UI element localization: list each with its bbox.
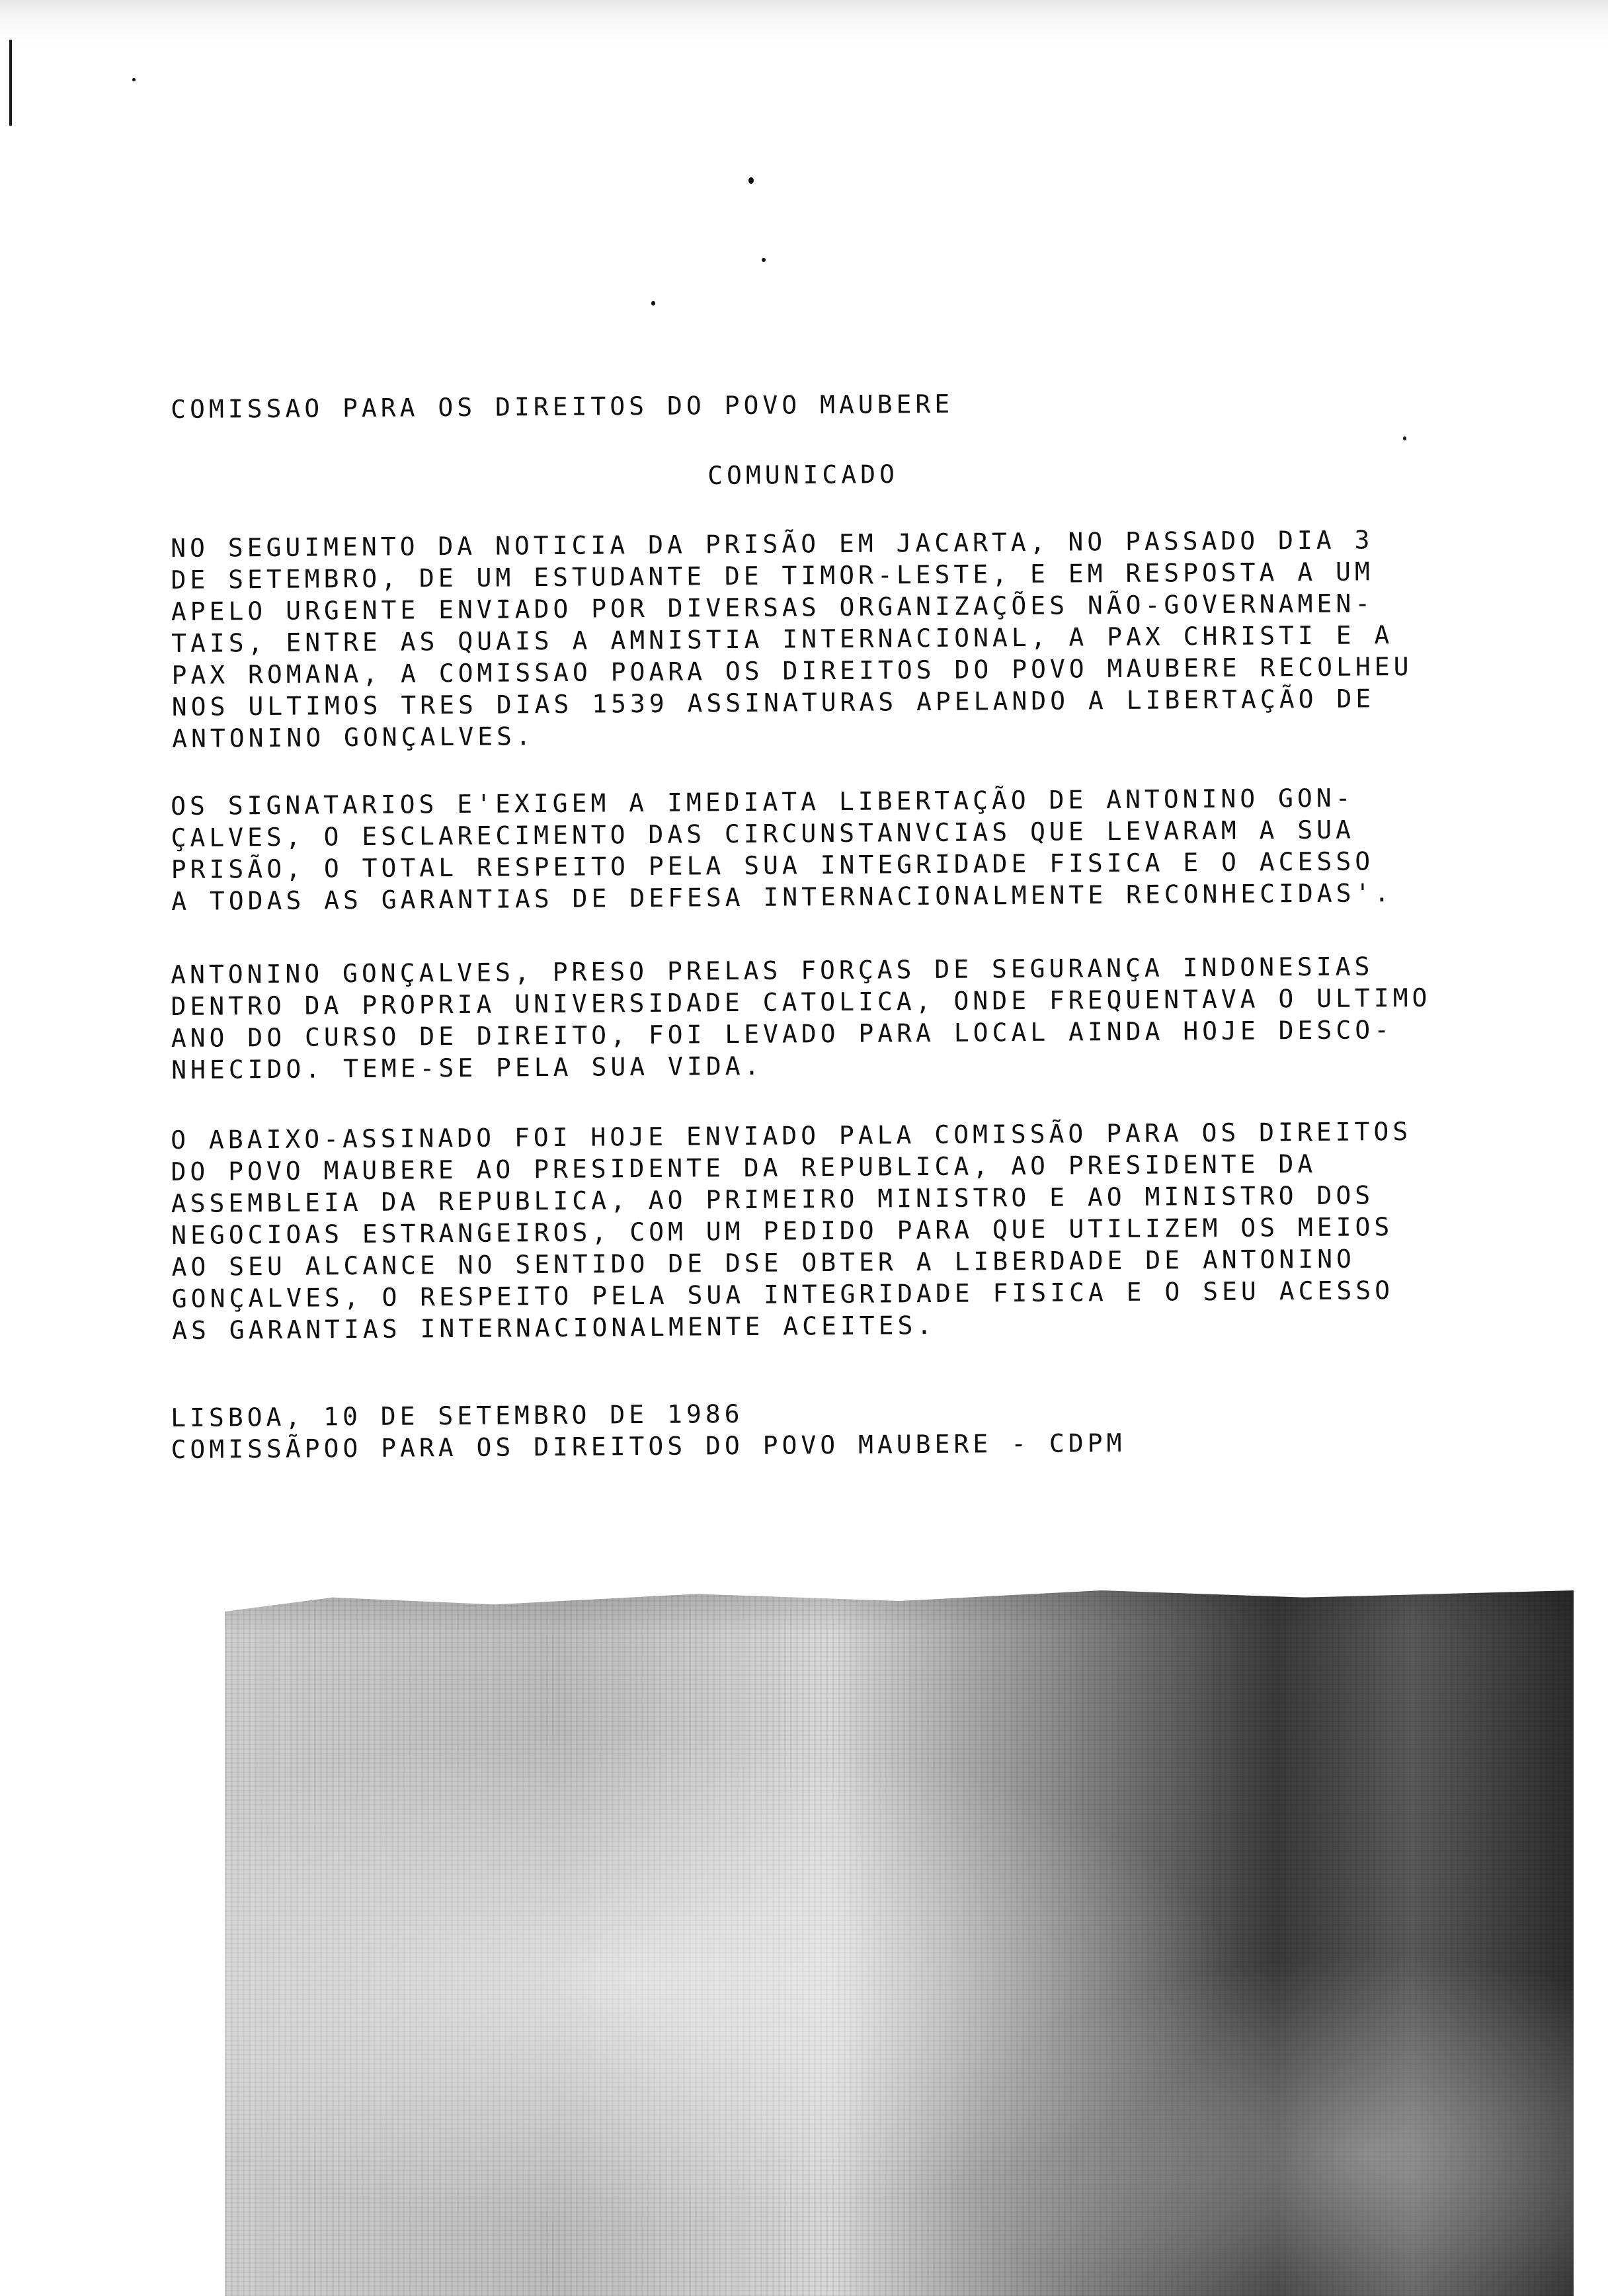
speck — [762, 258, 766, 262]
speck — [651, 301, 655, 306]
paragraph-1: NO SEGUIMENTO DA NOTICIA DA PRISÃO EM JACARTA, NO PASSADO DIA 3 DE SETEMBRO, DE UM ESTUDANTE DE TIMOR-LESTE, E EM RESPOSTA A UM APELO URGENTE ENVIADO POR DIVERSAS ORGANIZAÇÕES NÃO-GOVERNAMEN- TAIS, ENTRE AS QUAIS A AMNISTIA INTERNACIONAL, A PAX CHRISTI E A PAX ROMANA, A COMISSAO POARA OS DIREITOS DO POVO MAUBERE RECOLHEU NOS ULTIMOS TRES DIAS 1539 ASSINATURAS APELANDO A LIBERTAÇÃO DE ANTONINO GONÇALVES. — [171, 525, 1413, 753]
signature-block: LISBOA, 10 DE SETEMBRO DE 1986 COMISSÃPOO PARA OS DIREITOS DO POVO MAUBERE - CDPM — [171, 1399, 1126, 1464]
scan-streak — [0, 0, 1608, 46]
photocopy-noise-area — [225, 1590, 1574, 2296]
paragraph-3: ANTONINO GONÇALVES, PRESO PRELAS FORÇAS DE SEGURANÇA INDONESIAS DENTRO DA PROPRIA UNIVERSIDADE CATOLICA, ONDE FREQUENTAVA O ULTIMO ANO DO CURSO DE DIREITO, FOI LEVADO PARA LOCAL AINDA HOJE DESCO- NHECIDO. TEME-SE PELA SUA VIDA. — [171, 952, 1431, 1085]
speck — [132, 78, 136, 81]
document-title: COMUNICADO — [707, 459, 899, 490]
speck — [748, 177, 754, 184]
paragraph-4: O ABAIXO-ASSINADO FOI HOJE ENVIADO PALA COMISSÃO PARA OS DIREITOS DO POVO MAUBERE AO PRESIDENTE DA REPUBLICA, AO PRESIDENTE DA ASSEMBLEIA DA REPUBLICA, AO PRIMEIRO MINISTRO E AO MINISTRO DOS NEGOCIOAS ESTRANGEIROS, COM UM PEDIDO PARA QUE UTILIZEM OS MEIOS AO SEU ALCANCE NO SENTIDO DE DSE OBTER A LIBERDADE DE ANTONINO GONÇALVES, O RESPEITO PELA SUA INTEGRIDADE FISICA E O SEU ACESSO AS GARANTIAS INTERNACIONALMENTE ACEITES. — [171, 1116, 1412, 1345]
organization-header: COMISSAO PARA OS DIREITOS DO POVO MAUBERE — [171, 389, 954, 424]
speck — [1403, 436, 1406, 440]
paragraph-2: OS SIGNATARIOS E'EXIGEM A IMEDIATA LIBERTAÇÃO DE ANTONINO GON- ÇALVES, O ESCLARECIMENTO DAS CIRCUNSTANVCIAS QUE LEVARAM A SUA PRISÃO, O TOTAL RESPEITO PELA SUA INTEGRIDADE FISICA E O ACESSO A TODAS AS GARANTIAS DE DEFESA INTERNACIONALMENTE RECONHECIDAS'. — [171, 783, 1394, 916]
scan-margin-mark — [9, 40, 12, 126]
